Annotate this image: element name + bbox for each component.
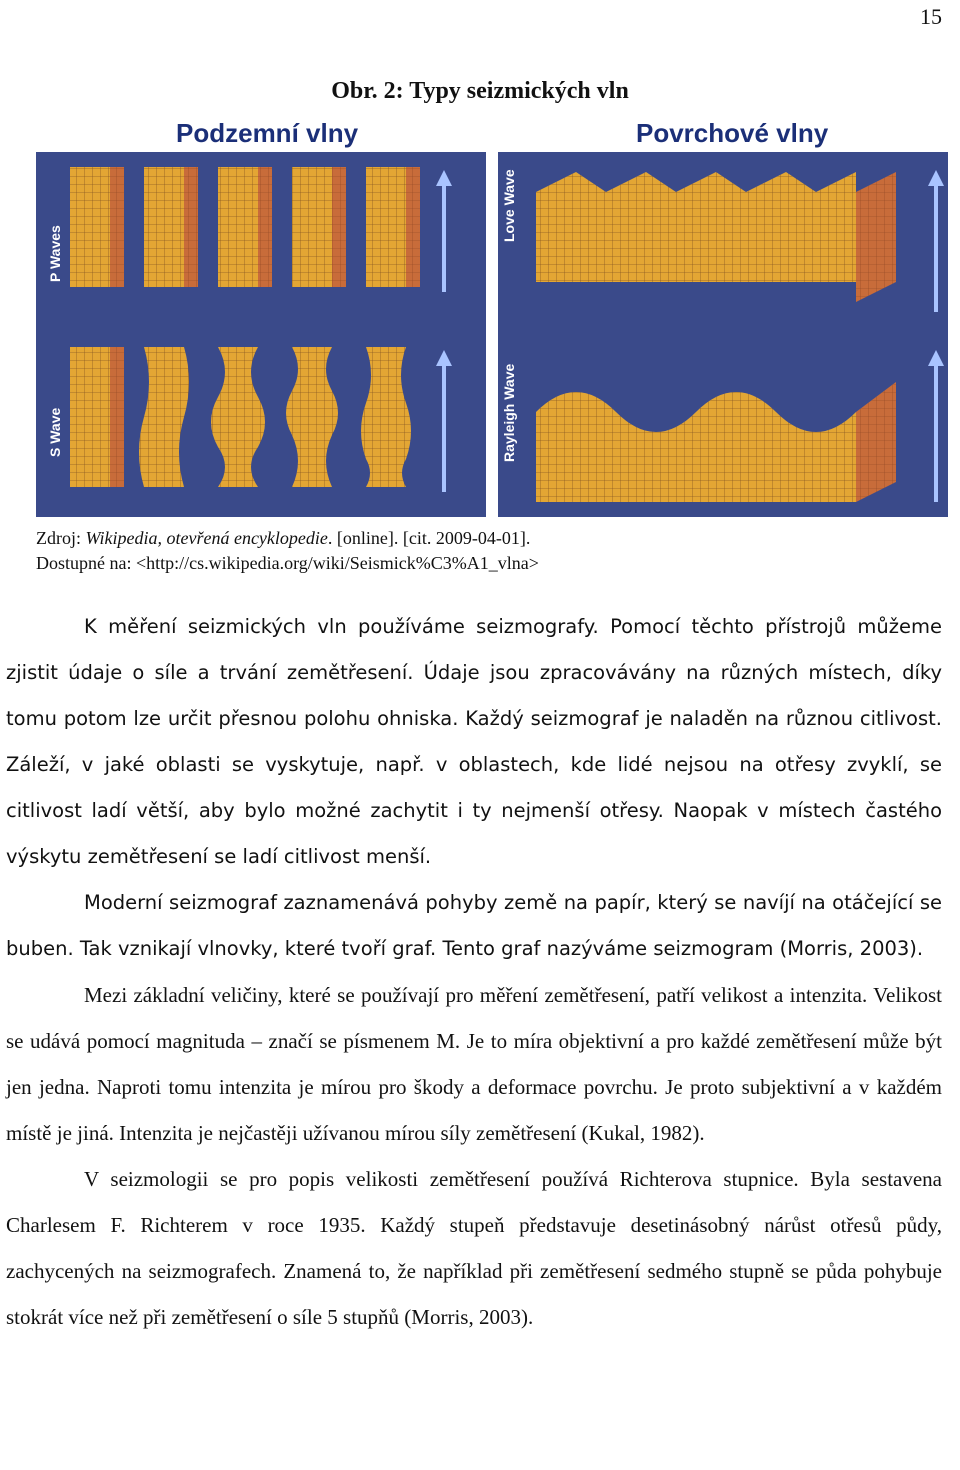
paragraph-3: Mezi základní veličiny, které se používají pro měření zemětřesení, patří velikost a intenzita. Velikost se udává pomocí magnituda – značí se písmenem M. Je to míra objektivní a pro každé zemětřesení může být jen jedna. Naproti tomu intenzita je mírou pro škody a deformace povrchu. Je proto subjektivní a v každém místě je jiná. Intenzita je nejčastěji užívanou mírou síly zemětřesení (Kukal, 1982).	[6, 983, 942, 1145]
paragraph-1: K měření seizmických vln používáme seizmografy. Pomocí těchto přístrojů můžeme zjistit údaje o síle a trvání zemětřesení. Údaje jsou zpracovávány na různých místech, díky tomu potom lze určit přesnou polohu ohniska. Každý seizmograf je naladěn na různou citlivost. Záleží, v jaké oblasti se vyskytuje, např. v oblastech, kde lidé nejsou na otřesy zvyklí, se citlivost ladí větší, aby bylo možné zachytit i ty nejmenší otřesy. Naopak v místech častého výskytu zemětřesení se ladí citlivost menší.	[6, 615, 942, 868]
right-panel-title: Povrchové vlny	[636, 118, 829, 148]
rayleigh-wave-label: Rayleigh Wave	[501, 363, 517, 462]
page-number: 15	[920, 4, 942, 29]
figure-caption: Obr. 2: Typy seizmických vln	[331, 78, 629, 104]
seismic-waves-figure	[36, 112, 948, 522]
body-text	[6, 604, 942, 1340]
source-line-2: Dostupné na: <http://cs.wikipedia.org/wiki/Seismick%C3%A1_vlna>	[36, 553, 539, 573]
left-panel-title: Podzemní vlny	[176, 118, 359, 148]
s-wave-label: S Wave	[47, 407, 63, 457]
paragraph-2: Moderní seizmograf zaznamenává pohyby země na papír, který se navíjí na otáčející se buben. Tak vznikají vlnovky, které tvoří graf. Tento graf nazýváme seizmogram (Morris, 2003).	[6, 891, 942, 960]
paragraph-4: V seizmologii se pro popis velikosti zemětřesení používá Richterova stupnice. Byla sestavena Charlesem F. Richterem v roce 1935. Každý stupeň představuje desetinásobný nárůst otřesů půdy, zachycených na seizmografech. Znamená to, že například při zemětřesení sedmého stupně se půda pohybuje stokrát více než při zemětřesení o síle 5 stupňů (Morris, 2003).	[6, 1167, 942, 1329]
p-waves-label: P Waves	[47, 225, 63, 282]
source-line-1: Zdroj: Wikipedia, otevřená encyklopedie. [online]. [cit. 2009-04-01].	[36, 528, 531, 548]
figure-source	[36, 526, 539, 576]
love-wave-label: Love Wave	[501, 169, 517, 242]
